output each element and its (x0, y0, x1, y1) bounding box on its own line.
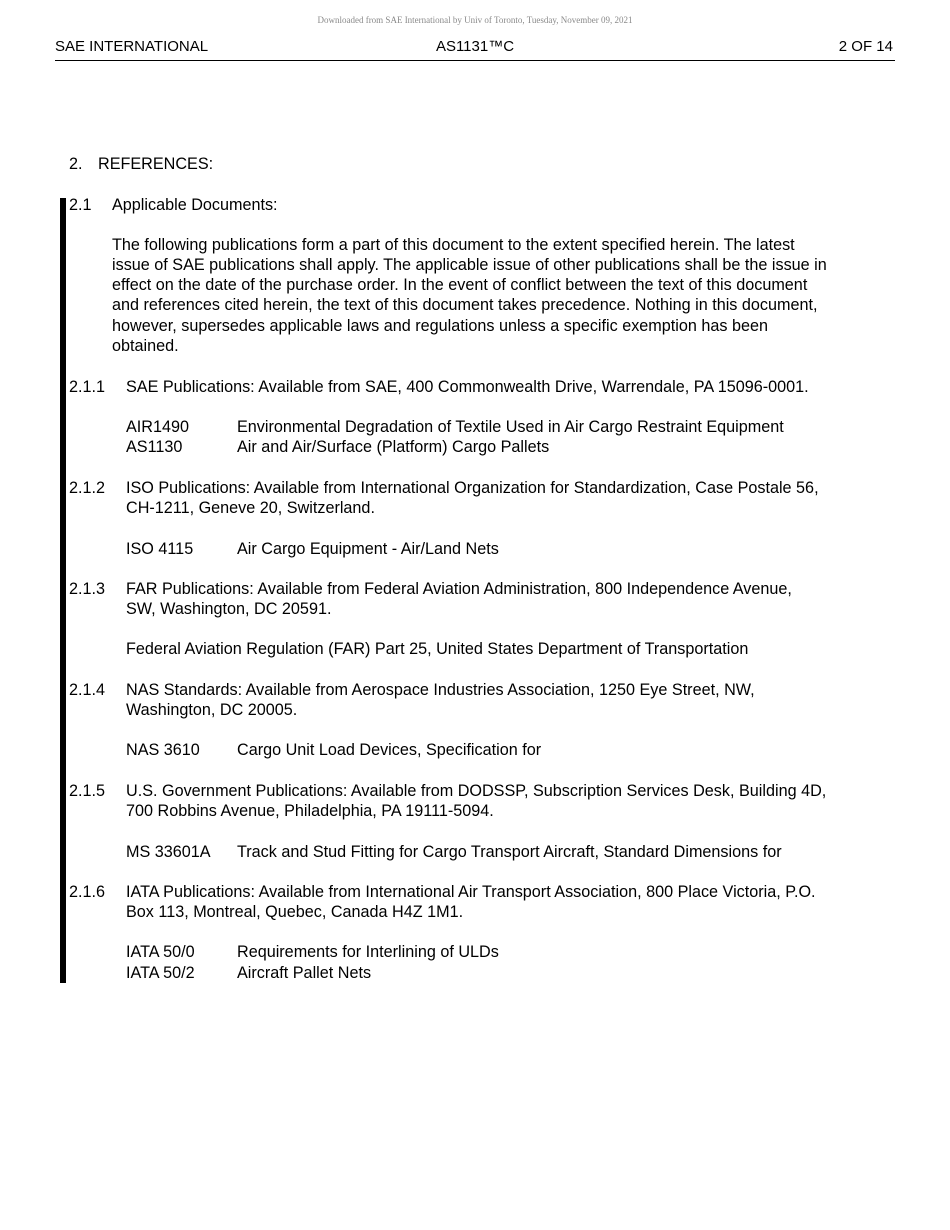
header-doc-id: AS1131™C (435, 38, 515, 55)
revision-bar (60, 198, 66, 983)
paragraph-line: effect on the date of the purchase order. In the event of conflict between the text of this document (112, 276, 808, 294)
document-title: Aircraft Pallet Nets (237, 964, 372, 982)
paragraph-line: obtained. (112, 337, 179, 355)
item-number: 2.1.6 (69, 883, 106, 901)
header-page-number: 2 OF 14 (838, 38, 893, 55)
item-source-line: NAS Standards: Available from Aerospace Industries Association, 1250 Eye Street, NW, (126, 681, 755, 699)
document-title: Environmental Degradation of Textile Used in Air Cargo Restraint Equipment (237, 418, 784, 436)
document-code: NAS 3610 (126, 741, 200, 759)
item-source-line: ISO Publications: Available from International Organization for Standardization, Case Postale 56, (126, 479, 819, 497)
document-code: IATA 50/2 (126, 964, 195, 982)
document-title: Cargo Unit Load Devices, Specification for (237, 741, 542, 759)
document-code: AS1130 (126, 438, 183, 456)
paragraph-line: however, supersedes applicable laws and regulations unless a specific exemption has been (112, 317, 768, 335)
document-title: Air Cargo Equipment - Air/Land Nets (237, 540, 499, 558)
item-source-line: IATA Publications: Available from International Air Transport Association, 800 Place Victoria, P.O. (126, 883, 816, 901)
item-source-line: Washington, DC 20005. (126, 701, 298, 719)
item-source-line: SAE Publications: Available from SAE, 400 Commonwealth Drive, Warrendale, PA 15096-0001. (126, 378, 809, 396)
document-title: Air and Air/Surface (Platform) Cargo Pallets (237, 438, 550, 456)
item-source-line: FAR Publications: Available from Federal Aviation Administration, 800 Independence Avenue, (126, 580, 792, 598)
far-document-note: Federal Aviation Regulation (FAR) Part 25, United States Department of Transportation (126, 640, 749, 658)
document-code: MS 33601A (126, 843, 211, 861)
download-watermark: Downloaded from SAE International by Univ of Toronto, Tuesday, November 09, 2021 (317, 15, 633, 25)
paragraph-line: issue of SAE publications shall apply. The applicable issue of other publications shall be the issue in (112, 256, 827, 274)
item-source-line: Box 113, Montreal, Quebec, Canada H4Z 1M1. (126, 903, 464, 921)
document-code: AIR1490 (126, 418, 189, 436)
paragraph-line: and references cited herein, the text of this document takes precedence. Nothing in this document, (112, 296, 818, 314)
document-title: Requirements for Interlining of ULDs (237, 943, 499, 961)
section-title: REFERENCES: (98, 155, 214, 173)
item-source-line: U.S. Government Publications: Available from DODSSP, Subscription Services Desk, Building 4D, (126, 782, 827, 800)
item-number: 2.1.1 (69, 378, 106, 396)
subsection-title: Applicable Documents: (112, 196, 278, 214)
item-source-line: SW, Washington, DC 20591. (126, 600, 332, 618)
header-org: SAE INTERNATIONAL (55, 38, 209, 55)
item-number: 2.1.2 (69, 479, 106, 497)
item-source-line: CH-1211, Geneve 20, Switzerland. (126, 499, 375, 517)
document-code: ISO 4115 (126, 540, 194, 558)
item-source-line: 700 Robbins Avenue, Philadelphia, PA 19111-5094. (126, 802, 494, 820)
item-number: 2.1.3 (69, 580, 106, 598)
section-number: 2. (69, 155, 83, 173)
document-title: Track and Stud Fitting for Cargo Transport Aircraft, Standard Dimensions for (237, 843, 782, 861)
item-number: 2.1.4 (69, 681, 106, 699)
page-header (55, 38, 895, 61)
subsection-number: 2.1 (69, 196, 92, 214)
document-code: IATA 50/0 (126, 943, 195, 961)
paragraph-line: The following publications form a part of this document to the extent specified herein. The latest (112, 236, 795, 254)
item-number: 2.1.5 (69, 782, 106, 800)
